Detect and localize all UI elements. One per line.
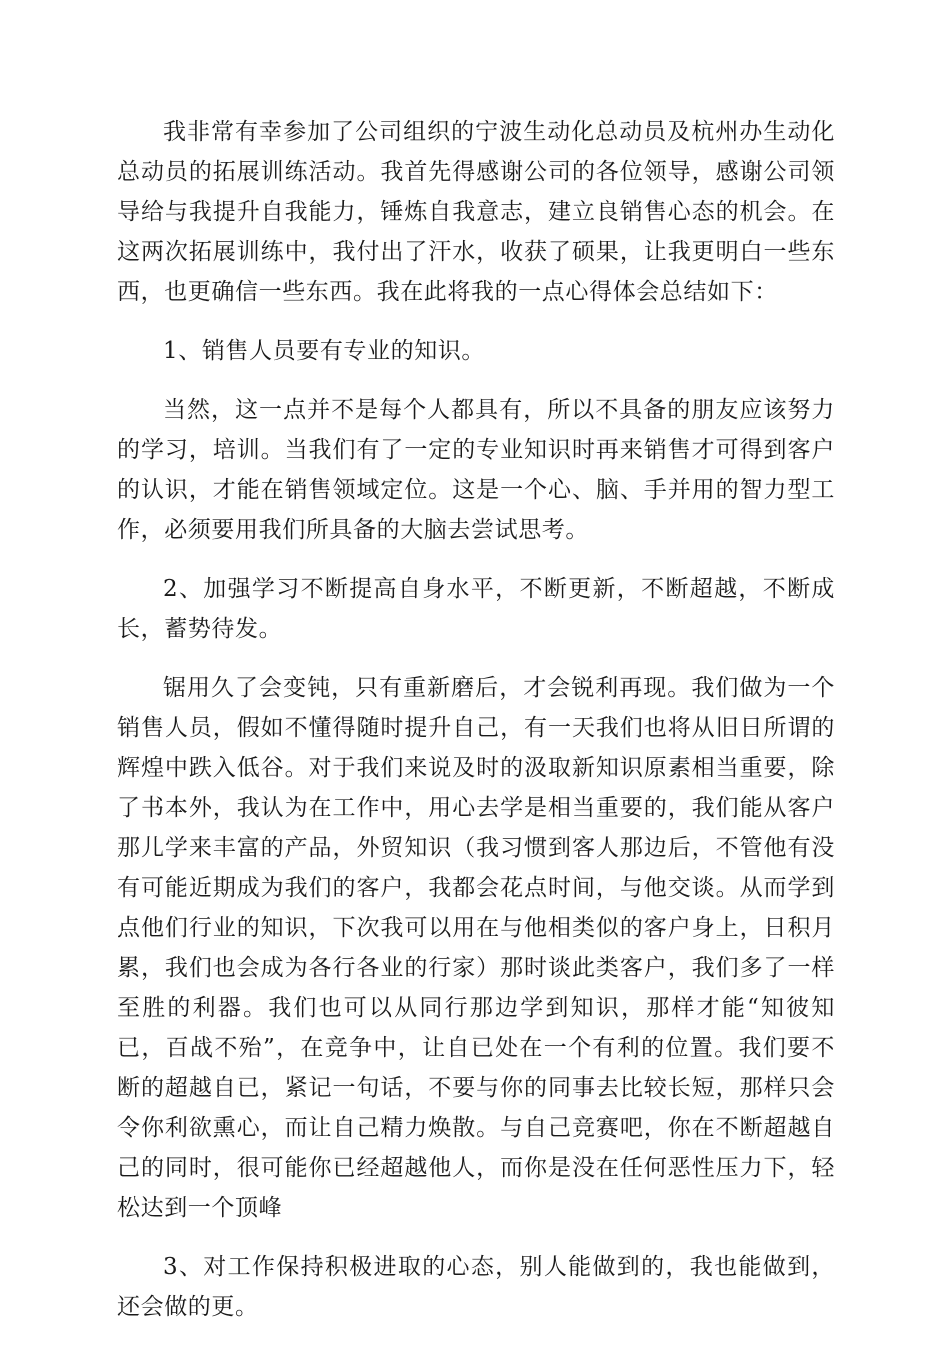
- point-1-paragraph: 当然，这一点并不是每个人都具有，所以不具备的朋友应该努力的学习，培训。当我们有了一定的专业知识时再来销售才可得到客户的认识，才能在销售领域定位。这是一个心、脑、手并用的智力型工作，必须要用我们所具备的大脑去尝试思考。: [117, 397, 835, 543]
- point-3-heading: 3、对工作保持积极进取的心态，别人能做到的，我也能做到，还会做的更。: [117, 1254, 835, 1320]
- document-body: [117, 112, 835, 1346]
- point-2-heading: 2、加强学习不断提高自身水平，不断更新，不断超越，不断成长，蓄势待发。: [117, 576, 835, 642]
- intro-paragraph: 我非常有幸参加了公司组织的宁波生动化总动员及杭州办生动化总动员的拓展训练活动。我首先得感谢公司的各位领导，感谢公司领导给与我提升自我能力，锤炼自我意志，建立良销售心态的机会。在这两次拓展训练中，我付出了汗水，收获了硕果，让我更明白一些东西，也更确信一些东西。我在此将我的一点心得体会总结如下：: [117, 119, 835, 305]
- point-2-paragraph: 锯用久了会变钝，只有重新磨后，才会锐利再现。我们做为一个销售人员，假如不懂得随时提升自己，有一天我们也将从旧日所谓的辉煌中跌入低谷。对于我们来说及时的汲取新知识原素相当重要，除了书本外，我认为在工作中，用心去学是相当重要的，我们能从客户那儿学来丰富的产品，外贸知识（我习惯到客人那边后，不管他有没有可能近期成为我们的客户，我都会花点时间，与他交谈。从而学到点他们行业的知识，下次我可以用在与他相类似的客户身上，日积月累，我们也会成为各行各业的行家）那时谈此类客户，我们多了一样至胜的利器。我们也可以从同行那边学到知识，那样才能“知彼知已，百战不殆”，在竞争中，让自已处在一个有利的位置。我们要不断的超越自已，紧记一句话，不要与你的同事去比较长短，那样只会令你利欲熏心，而让自己精力焕散。与自己竞赛吧，你在不断超越自己的同时，很可能你已经超越他人，而你是没在任何恶性压力下，轻松达到一个顶峰: [117, 675, 835, 1221]
- point-1-heading: 1、销售人员要有专业的知识。: [163, 338, 486, 364]
